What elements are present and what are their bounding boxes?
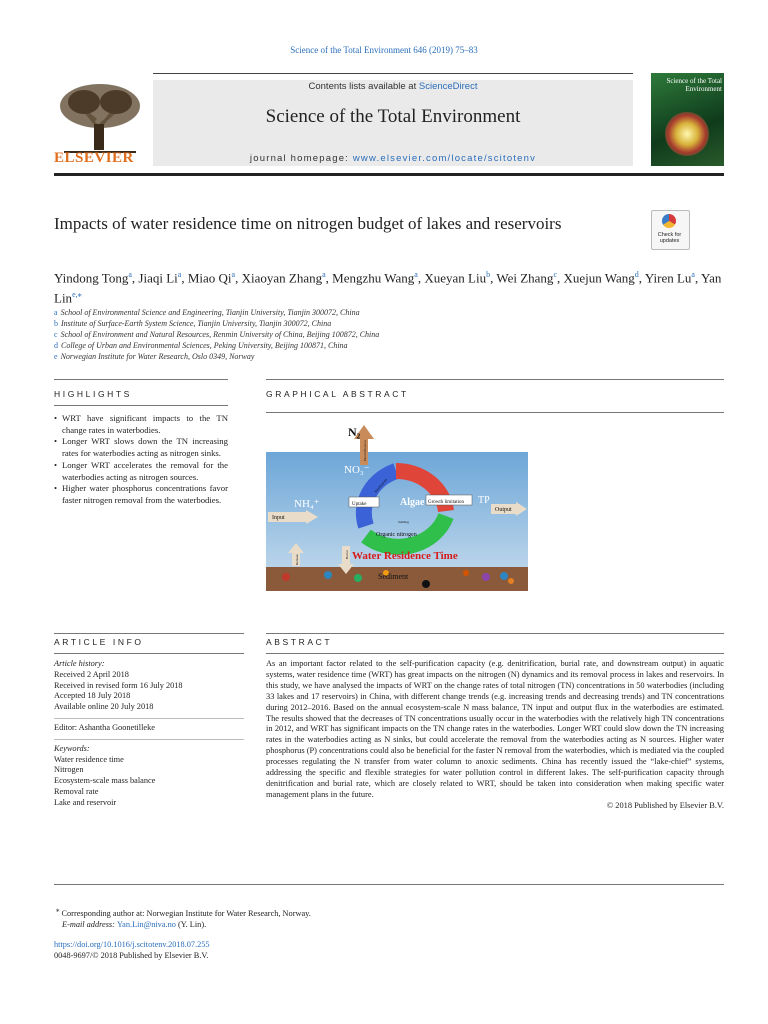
ga-uptake: Uptake: [352, 502, 367, 507]
affiliation-item: [54, 329, 614, 340]
homepage-link[interactable]: www.elsevier.com/locate/scitotenv: [352, 153, 537, 164]
ga-release: Release: [295, 554, 299, 565]
journal-citation[interactable]: Science of the Total Environment 646 (2019) 75–83: [290, 45, 478, 55]
article-info-divider: [54, 718, 244, 719]
publisher-name: ELSEVIER: [54, 150, 134, 166]
contents-prefix: Contents lists available at: [308, 81, 419, 92]
ga-n2: N₂: [348, 425, 361, 439]
keywords-label: Keywords:: [54, 743, 90, 753]
graphical-abstract-top-rule: [266, 379, 724, 380]
corresponding-mark: ⁎: [56, 906, 60, 914]
doi-block: [54, 939, 210, 961]
highlights-heading: HIGHLIGHTS: [54, 389, 132, 399]
author-affiliation-mark[interactable]: a: [231, 270, 236, 279]
crossmark-icon: [662, 214, 676, 228]
keyword-item[interactable]: Removal rate: [54, 786, 99, 796]
author-affiliation-mark[interactable]: a: [177, 270, 182, 279]
keyword-item[interactable]: Nitrogen: [54, 765, 84, 775]
article-title: Impacts of water residence time on nitrogen budget of lakes and reservoirs: [54, 214, 562, 233]
journal-homepage: [153, 153, 633, 164]
affiliation-item: [54, 318, 614, 329]
doi-link[interactable]: https://doi.org/10.1016/j.scitotenv.2018.07.255: [54, 940, 210, 949]
affiliation-item: [54, 307, 614, 318]
journal-title: Science of the Total Environment: [265, 106, 521, 127]
article-history-label: Article history:: [54, 659, 105, 668]
abstract-heading-rule: [266, 653, 724, 654]
issn-line: 0048-9697/© 2018 Published by Elsevier B.V.: [54, 951, 209, 960]
affiliation-text: School of Environmental Science and Engineering, Tianjin University, Tianjin 300072, China: [60, 308, 360, 317]
header-bottom-rule: [54, 173, 724, 176]
affiliation-mark: d: [54, 341, 58, 350]
ga-nh4: NH₄⁺: [294, 498, 320, 510]
header-top-rule: [153, 73, 633, 74]
author-name[interactable]: Miao Qi: [187, 270, 232, 286]
author-name[interactable]: Yiren Lu: [644, 270, 692, 286]
keyword-item[interactable]: Water residence time: [54, 754, 124, 764]
article-history-list: [54, 670, 244, 713]
author-list: Yindong Tong$^a$, Jiaqi Li$^a$, Miao Qi$^a$, Xiaoyan Zhang$^a$, Mengzhu Wang$^a$, Xueyan Liu$^b$, Wei Zhang$^c$, Xuejun Wang$^d$, Yiren Lu$^a$, Yan Lin$^{e,⁎}$: [54, 270, 722, 306]
keyword-item[interactable]: Lake and reservoir: [54, 797, 117, 807]
author-affiliation-mark[interactable]: a: [414, 270, 418, 279]
graphical-abstract-heading-rule: [266, 412, 724, 413]
graphical-abstract-heading: GRAPHICAL ABSTRACT: [266, 389, 409, 399]
ga-tp: TP: [478, 495, 490, 506]
keywords-list: [54, 755, 244, 809]
abstract-block: [266, 659, 724, 812]
highlights-list: [54, 413, 228, 507]
ga-algae: Algae: [400, 497, 425, 508]
author-affiliation-mark[interactable]: c: [553, 270, 557, 279]
abstract-heading: ABSTRACT: [266, 637, 333, 647]
affiliation-item: [54, 351, 614, 362]
affiliation-text: Institute of Surface-Earth System Science, Tianjin University, Tianjin 300072, China: [61, 319, 332, 328]
article-info-divider-2: [54, 739, 244, 740]
article-info-block: [54, 659, 244, 809]
highlight-item: • WRT have significant impacts to the TN change rates in waterbodies.: [54, 413, 228, 436]
cover-graphic: [665, 112, 709, 156]
author-affiliation-mark[interactable]: a: [322, 270, 326, 279]
author-name[interactable]: Yindong Tong: [54, 270, 129, 286]
ga-denitrification: Denitrification: [363, 440, 367, 461]
affiliation-mark: a: [54, 308, 58, 317]
abstract-top-rule: [266, 633, 724, 634]
affiliation-mark: e: [54, 352, 58, 361]
ga-settling: Settling: [398, 520, 409, 524]
ga-burial: Burial: [345, 550, 349, 559]
author-name[interactable]: Xueyan Liu: [424, 270, 487, 286]
affiliation-list: [54, 307, 614, 362]
article-info-top-rule: [54, 633, 244, 634]
history-item: Available online 20 July 2018: [54, 702, 154, 712]
ga-organic: Organic nitrogen: [376, 532, 417, 538]
homepage-prefix: journal homepage:: [249, 153, 353, 164]
author-affiliation-mark[interactable]: d: [634, 270, 639, 279]
author-name[interactable]: Jiaqi Li: [138, 270, 178, 286]
cover-title: Science of the Total Environment: [666, 77, 722, 93]
history-item: Received in revised form 16 July 2018: [54, 680, 183, 690]
article-info-heading: ARTICLE INFO: [54, 637, 144, 647]
editor-line: Editor: Ashantha Goonetilleke: [54, 722, 155, 732]
graphical-abstract-figure[interactable]: [266, 421, 528, 591]
author-name[interactable]: Xiaoyan Zhang: [241, 270, 323, 286]
affiliation-text: Norwegian Institute for Water Research, Oslo 0349, Norway: [60, 352, 255, 361]
footer-rule: [54, 884, 724, 885]
highlight-item: • Higher water phosphorus concentrations favor faster nitrogen removal from the waterbodies.: [54, 483, 228, 506]
ga-no3: NO₃⁻: [344, 464, 370, 476]
check-for-updates-label: Check for updates: [657, 232, 682, 244]
author-name[interactable]: Yan Lin: [54, 270, 722, 306]
email-suffix: (Y. Lin).: [175, 919, 207, 929]
author-name[interactable]: Xuejun Wang: [563, 270, 635, 286]
abstract-text: As an important factor related to the self-purification capacity (e.g. denitrification, burial rate, and downstream output) in aquatic systems, water residence time (WRT) has great impacts on the nitrogen (N) dynamics and its removal process in lakes and reservoirs. In this study, we have analysed the impacts of WRT on the change rates of total nitrogen (TN) concentrations in 50 waterbodies (including 33 lakes and 17 reservoirs) in China, with different change trends (e.g. increasing trends and decreasing trends) and TN concentrations during 2012–2016. Based on the annual ecosystem-scale N mass balance, TN input and output flux in the waterbodies are estimated. The results showed that the decreases of TN concentrations usually occur in the waterbodies with the relatively high TN concentrations in 2012, and WRT has significant impacts on the TN change rates in the waterbodies. Longer WRT could slow down the TN increasing rates in the waterbodies acting as N sinks, but could accelerate the removal from the waterbodies acting as N sources. Higher water phosphorus (P) concentrations could also be beneficial for the faster N removal from the waterbodies, which is mediated via the coupled processes regulating the N transfer from water column to anoxic sediments. China has recently issued the “lake-chief” systems, addressing the specific and flexible strategies for water pollution control in different lakes. The self-purification capacity through denitrification and burial rate, which are closely related to WRT, should be taken into consideration when making specific water management plans in the future.: [266, 659, 724, 799]
ga-growth: Growth limitation: [428, 500, 464, 505]
corresponding-text: Corresponding author at: Norwegian Institute for Water Research, Norway.: [61, 908, 311, 918]
author-affiliation-mark[interactable]: b: [486, 270, 491, 279]
corresponding-author-note: [54, 905, 554, 930]
ga-sediment: Sediment: [378, 572, 409, 581]
email-label: E-mail address:: [62, 919, 117, 929]
highlights-heading-rule: [54, 405, 228, 406]
keyword-item[interactable]: Ecosystem-scale mass balance: [54, 776, 156, 786]
ga-wrt: Water Residence Time: [352, 550, 458, 562]
history-item: Received 2 April 2018: [54, 669, 129, 679]
contents-line: [153, 81, 633, 92]
author-affiliation-mark[interactable]: a: [128, 270, 132, 279]
ga-output: Output: [495, 507, 512, 513]
ga-nitrification: Nitrification: [373, 477, 388, 494]
highlight-item: • Longer WRT slows down the TN increasing rates for waterbodies acting as nitrogen sinks.: [54, 436, 228, 459]
history-item: Accepted 18 July 2018: [54, 691, 131, 701]
author-affiliation-mark[interactable]: a: [691, 270, 695, 279]
affiliation-mark: b: [54, 319, 58, 328]
author-affiliation-mark[interactable]: e,⁎: [72, 290, 82, 300]
author-name[interactable]: Wei Zhang: [496, 270, 554, 286]
article-info-heading-rule: [54, 653, 244, 654]
affiliation-text: College of Urban and Environmental Sciences, Peking University, Beijing 100871, China: [61, 341, 348, 350]
affiliation-item: [54, 340, 614, 351]
sciencedirect-link[interactable]: ScienceDirect: [418, 81, 478, 92]
affiliation-text: School of Environment and Natural Resources, Renmin University of China, Beijing 100872, China: [60, 330, 380, 339]
author-name[interactable]: Mengzhu Wang: [332, 270, 415, 286]
highlights-top-rule: [54, 379, 228, 380]
copyright-line: © 2018 Published by Elsevier B.V.: [606, 800, 724, 810]
ga-input: Input: [272, 515, 285, 521]
email-link[interactable]: Yan.Lin@niva.no: [117, 919, 176, 929]
affiliation-mark: c: [54, 330, 58, 339]
highlight-item: • Longer WRT accelerates the removal for the waterbodies acting as nitrogen sources.: [54, 460, 228, 483]
